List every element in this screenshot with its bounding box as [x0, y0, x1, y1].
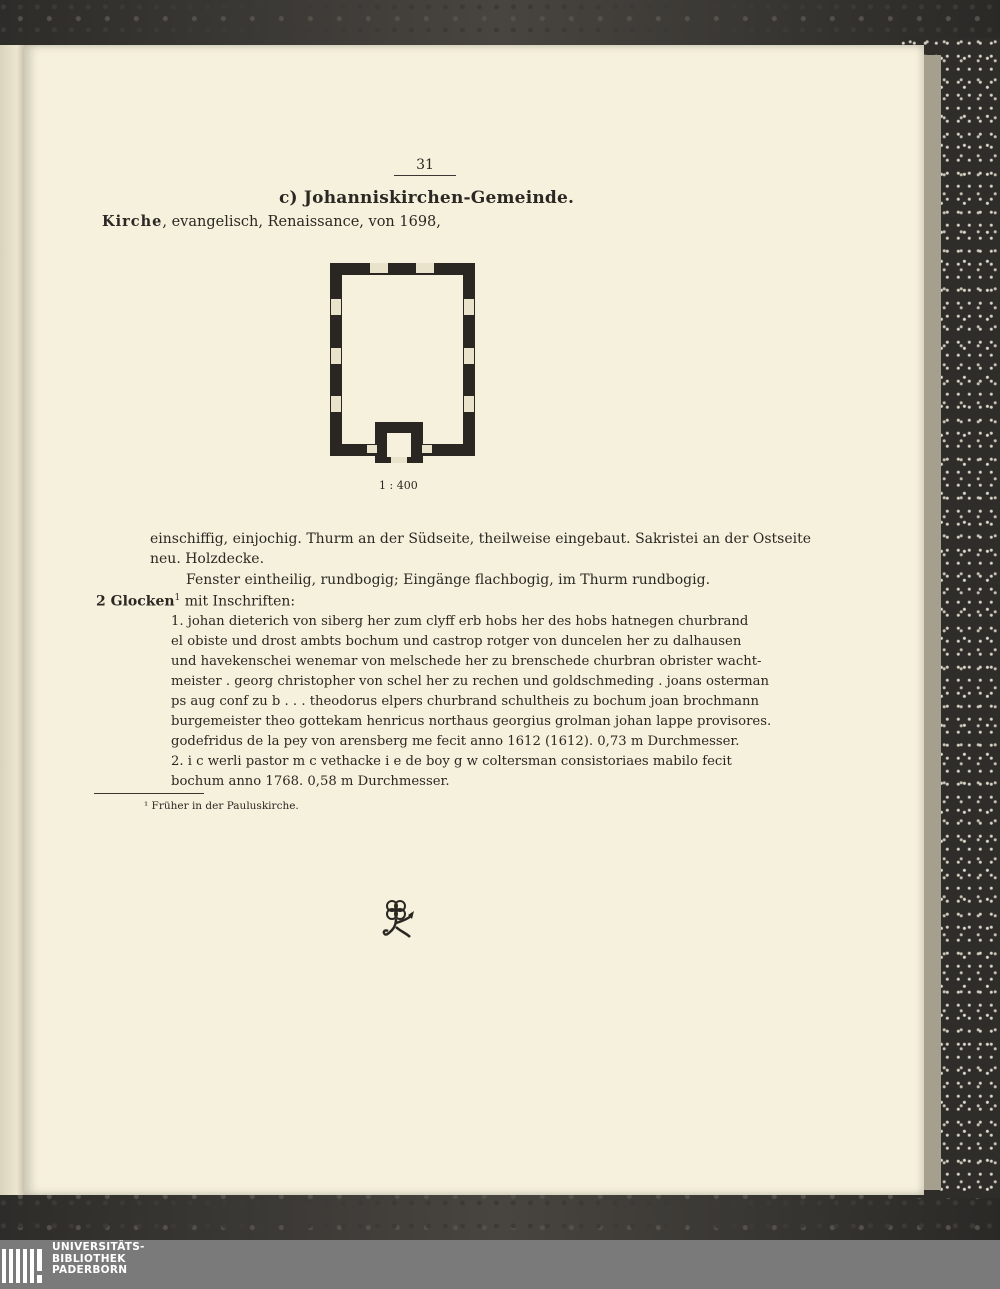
library-name	[52, 1242, 145, 1277]
library-footer-bar	[0, 1240, 1000, 1289]
church-heading	[102, 213, 441, 230]
inscription-line: 2. i c werli pastor m c vethacke i e de boy g w coltersman consistoriaes mabilo fecit	[171, 754, 732, 769]
book-page	[24, 45, 924, 1195]
library-logo-icon	[0, 1243, 46, 1287]
footnote: ¹ Früher in der Pauluskirche.	[144, 800, 299, 812]
church-label: Kirche	[102, 213, 163, 230]
plan-scale: 1 : 400	[379, 479, 418, 492]
inscription-line: bochum anno 1768. 0,58 m Durchmesser.	[171, 774, 450, 789]
inscription-line: burgemeister theo gottekam henricus northaus georgius grolman johan lappe provisores.	[171, 714, 772, 729]
section-title: c) Johanniskirchen-Gemeinde.	[279, 188, 575, 208]
description-line-1: einschiffig, einjochig. Thurm an der Südseite, theilweise eingebaut. Sakristei an der Ostseite	[150, 531, 812, 547]
church-description: , evangelisch, Renaissance, von 1698,	[162, 214, 441, 230]
page-number: 31	[416, 157, 434, 173]
description-line-2: neu. Holzdecke.	[150, 551, 265, 567]
inscription-line: godefridus de la pey von arensberg me fecit anno 1612 (1612). 0,73 m Durchmesser.	[171, 734, 740, 749]
page-number-rule	[394, 175, 456, 176]
description-line-3: Fenster eintheilig, rundbogig; Eingänge flachbogig, im Thurm rundbogig.	[186, 572, 711, 588]
inscription-line: und havekenschei wenemar von melschede her zu brenschede churbran obrister wacht-	[171, 654, 762, 669]
bells-heading	[96, 593, 295, 610]
footnote-rule	[94, 793, 204, 794]
library-name-line-3: PADERBORN	[52, 1264, 128, 1276]
library-name-line-1: UNIVERSITÄTS-	[52, 1241, 145, 1253]
flower-ornament-icon	[378, 897, 418, 941]
floor-plan-drawing	[330, 263, 475, 463]
bells-label: 2 Glocken	[96, 593, 175, 610]
bells-rest: mit Inschriften:	[180, 593, 296, 610]
inscription-line: ps aug conf zu b . . . theodorus elpers churbrand schultheis zu bochum joan brochmann	[171, 694, 760, 709]
inscription-line: 1. johan dieterich von siberg her zum clyff erb hobs her des hobs hatnegen churbrand	[171, 614, 749, 629]
inscription-line: meister . georg christopher von schel her zu rechen und goldschmeding . joans osterman	[171, 674, 769, 689]
library-name-line-2: BIBLIOTHEK	[52, 1252, 126, 1265]
inscription-line: el obiste und drost ambts bochum und castrop rotger von duncelen her zu dalhausen	[171, 634, 742, 649]
bells-footnote-mark: 1	[174, 593, 181, 603]
